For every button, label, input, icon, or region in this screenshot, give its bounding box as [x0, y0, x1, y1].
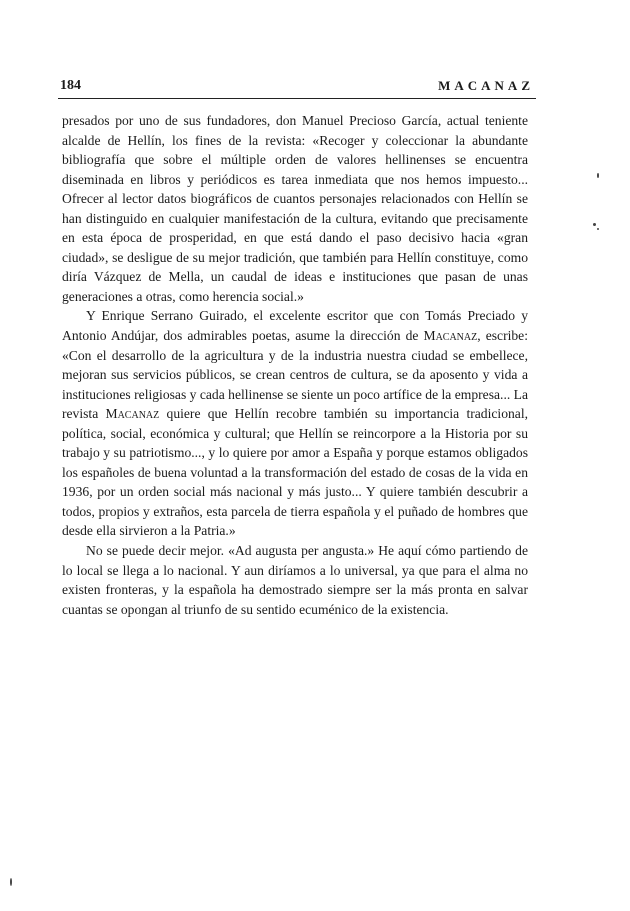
scan-speck [593, 223, 596, 226]
paragraph-text: Y Enrique Serrano Guirado, el excelente escritor que con Tomás Preciado y Antonio Andújar, dos admirables poetas, asume la dirección de [62, 308, 528, 344]
paragraph-quote-serrano [62, 306, 528, 541]
journal-name: Macanaz [105, 406, 160, 422]
journal-name: Macanaz [423, 328, 478, 344]
paragraph-text: presados por uno de sus fundadores, don Manuel Precioso García, actual teniente alcalde de Hellín, los fines de la revista: «Recoger y coleccionar la abundante bibliografía que sobre el múltiple orden de valores hellinenses se encuentra diseminada en libros y periódicos es tarea inmediata que nos hemos impuesto... Ofrecer al lector datos biográficos de cuantos personajes relacionados con Hellín se han distinguido en cualquier manifestación de la cultura, evitando que precisamente en esta época de prosperidad, en que está dando el paso decisivo hacia «gran ciudad», se desligue de su mejor tradición, que también para Hellín constituye, como diría Vázquez de Mella, un caudal de ideas e instituciones que pasan de unas generaciones a otras, como herencia social.» [62, 113, 528, 304]
scan-speck [10, 878, 12, 886]
header-rule [58, 98, 536, 99]
page-header [60, 78, 534, 98]
scan-speck [597, 173, 599, 178]
body-text [62, 111, 528, 619]
running-title: MACANAZ [438, 78, 534, 93]
paragraph-conclusion [62, 541, 528, 619]
paragraph-text: quiere que Hellín recobre también su importancia tradicional, política, social, económica y cultural; que Hellín se reincorpore a la Historia por su trabajo y su patriotismo..., y lo quiere por amor a España y porque estamos obligados los españoles de buena voluntad a la transformación del estado de cosas de la vida en 1936, por un orden social más nacional y más justo... Y quiere también descubrir a todos, propios y extraños, esta parcela de tierra española y el puñado de hombres que desde ella sirvieron a la Patria.» [62, 406, 528, 539]
paragraph-quote-precioso [62, 111, 528, 306]
page-number: 184 [60, 78, 81, 93]
scan-speck [597, 228, 599, 230]
paragraph-text: , escribe: «Con el desarrollo de la agricultura y de la industria nuestra ciudad se embellece, mejoran sus servicios públicos, se crean centros de cultura, se da aposento y vida a instituciones religiosas y cada hellinense se siente un poco artífice de la empresa... La revista [62, 328, 528, 422]
paragraph-text: No se puede decir mejor. «Ad augusta per angusta.» He aquí cómo partiendo de lo local se llega a lo nacional. Y aun diríamos a lo universal, ya que para el alma no existen fronteras, y la española ha demostrado siempre ser la más pronta en salvar cuantas se opongan al triunfo de su sentido ecuménico de la existencia. [62, 543, 528, 617]
